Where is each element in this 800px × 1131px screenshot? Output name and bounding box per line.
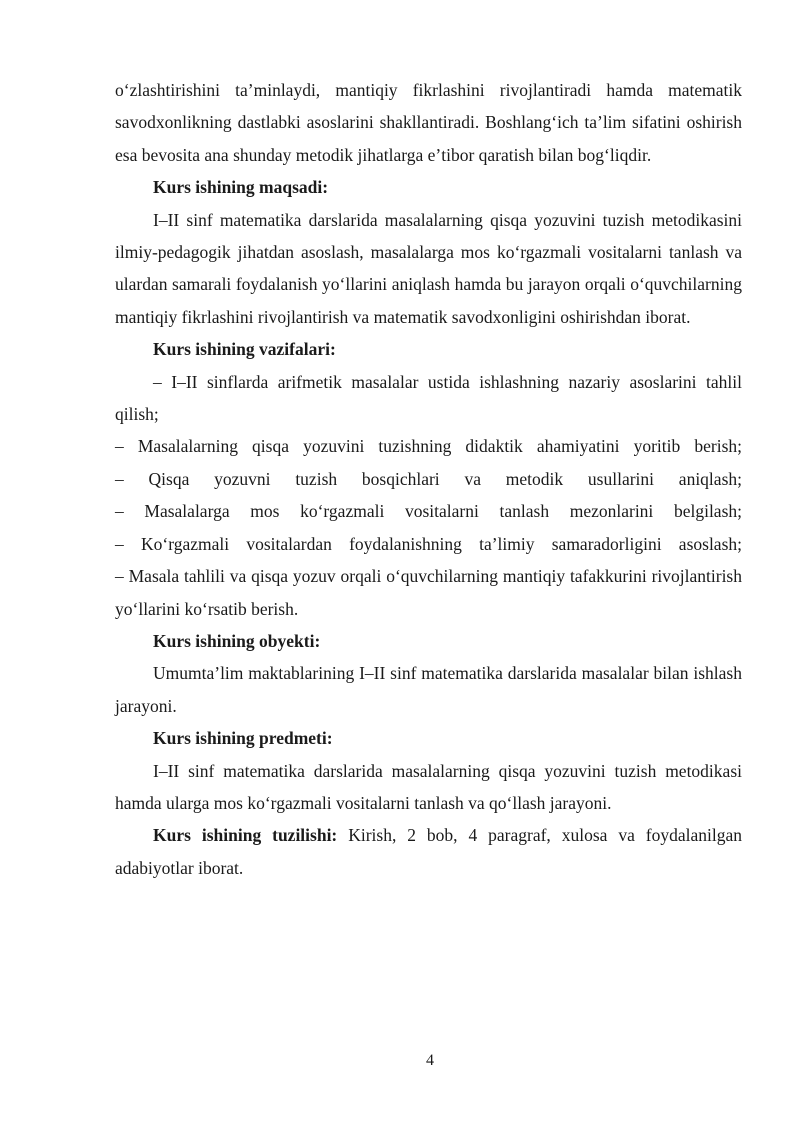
structure-paragraph xyxy=(115,819,742,884)
document-page xyxy=(115,74,742,884)
page-number: 4 xyxy=(426,1052,434,1069)
task-item: – Masala tahlili va qisqa yozuv orqali oʻquvchilarning mantiqiy tafakkurini rivojlantirish yoʻllarini koʻrsatib berish. xyxy=(115,566,742,619)
tasks-list xyxy=(115,366,742,625)
purpose-text: I–II sinf matematika darslarida masalalarning qisqa yozuvini tuzish metodikasini ilmiy-pedagogik jihatdan asoslash, masalalarga mos koʻrgazmali vositalarni tanlash va ulardan samarali foydalanish yoʻllarini aniqlash hamda bu jarayon orqali oʻquvchilarning mantiqiy fikrlashini rivojlantirish va matematik savodxonligini oshirishdan iborat. xyxy=(115,209,742,327)
structure-text: Kirish, 2 bob, 4 paragraf, xulosa va foydalanilgan adabiyotlar iborat. xyxy=(115,825,742,878)
task-item: – I–II sinflarda arifmetik masalalar ustida ishlashning nazariy asoslarini tahlil qilish; xyxy=(115,371,742,425)
subject-heading: Kurs ishining predmeti: xyxy=(153,728,333,749)
intro-paragraph: oʻzlashtirishini taʼminlaydi, mantiqiy fikrlashini rivojlantiradi hamda matematik savodxonlikning dastlabki asoslarini shakllantiradi. Boshlangʻich taʼlim sifatini oshirish esa bevosita ana shunday metodik jihatlarga eʼtibor qaratish bilan bogʻliqdir. xyxy=(115,80,742,165)
task-item: – Koʻrgazmali vositalardan foydalanishning taʼlimiy samaradorligini asoslash; xyxy=(115,533,742,554)
task-item: – Masalalarga mos koʻrgazmali vositalarni tanlash mezonlarini belgilash; xyxy=(115,501,742,522)
purpose-heading: Kurs ishining maqsadi: xyxy=(153,177,329,198)
task-item: – Masalalarning qisqa yozuvini tuzishning didaktik ahamiyatini yoritib berish; xyxy=(115,436,742,457)
object-heading: Kurs ishining obyekti: xyxy=(153,630,321,651)
structure-label: Kurs ishining tuzilishi: xyxy=(153,825,338,846)
tasks-heading: Kurs ishining vazifalari: xyxy=(153,339,336,360)
task-item: – Qisqa yozuvni tuzish bosqichlari va metodik usullarini aniqlash; xyxy=(115,468,742,489)
object-text: Umumtaʼlim maktablarining I–II sinf matematika darslarida masalalar bilan ishlash jarayoni. xyxy=(115,663,742,716)
subject-text: I–II sinf matematika darslarida masalalarning qisqa yozuvini tuzish metodikasi hamda ularga mos koʻrgazmali vositalarni tanlash va qoʻllash jarayoni. xyxy=(115,760,742,813)
task-items-group xyxy=(115,430,742,624)
